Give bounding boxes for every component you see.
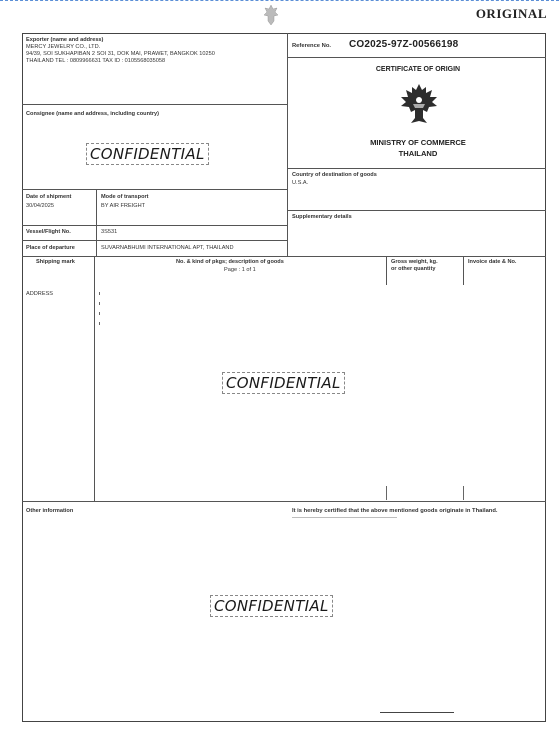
goods-redaction: CONFIDENTIAL [222, 372, 345, 394]
goods-text-mark [99, 322, 100, 325]
goods-col-divider-3 [463, 256, 464, 285]
goods-text-mark [99, 302, 100, 305]
departure-value: SUVARNABHUMI INTERNATIONAL APT, THAILAND [101, 245, 234, 251]
divider-shipment [22, 225, 287, 226]
goods-col-tick-3 [463, 486, 464, 500]
transport-label: Mode of transport [101, 194, 149, 200]
exporter-name: MERCY JEWELRY CO., LTD. [26, 44, 101, 50]
exporter-label: Exporter (name and address) [26, 37, 104, 43]
shipping-mark-value: ADDRESS [26, 291, 54, 297]
top-dashed-border [0, 0, 559, 1]
shipment-date-label: Date of shipment [26, 194, 72, 200]
ministry-line2: THAILAND [398, 149, 438, 158]
exporter-address-line2: THAILAND TEL : 0809966631 TAX ID : 0105568035058 [26, 58, 166, 64]
vessel-value: 3S531 [101, 229, 118, 235]
upper-column-divider [287, 33, 288, 256]
shipment-column-divider [96, 189, 97, 256]
divider-goods-bottom [22, 501, 546, 502]
col-header-invoice: Invoice date & No. [468, 259, 517, 265]
destination-label: Country of destination of goods [292, 172, 377, 178]
signature-line [380, 712, 454, 713]
transport-value: BY AIR FREIGHT [101, 203, 146, 209]
col-header-weight-line2: or other quantity [391, 266, 436, 272]
reference-label: Reference No. [292, 43, 331, 49]
goods-col-tick-2 [386, 486, 387, 500]
shipment-date-value: 30/04/2025 [26, 203, 54, 209]
original-label: ORIGINAL [475, 6, 547, 21]
consignee-redaction: CONFIDENTIAL [86, 143, 209, 165]
certification-text-underline [292, 517, 397, 518]
consignee-label: Consignee (name and address, including country) [26, 111, 160, 117]
col-header-weight-line1: Gross weight, kg. [391, 259, 438, 265]
divider-consignee [22, 189, 287, 190]
certification-statement: It is hereby certified that the above mentioned goods originate in Thailand. [292, 508, 498, 514]
goods-col-divider-1 [94, 256, 95, 501]
divider-departure [22, 256, 546, 257]
garuda-emblem-icon [399, 82, 439, 126]
supplementary-label: Supplementary details [292, 214, 352, 220]
divider-vessel [22, 240, 287, 241]
goods-text-mark [99, 292, 100, 295]
vessel-label: Vessel/Flight No. [26, 229, 71, 235]
goods-page-info: Page : 1 of 1 [224, 267, 256, 273]
exporter-address-line1: 94/39, SOI SUKHAPIBAN 2 SOI 31, DOK MAI, PRAWET, BANGKOK 10250 [26, 51, 215, 57]
col-header-shipping-mark: Shipping mark [36, 259, 75, 265]
departure-label: Place of departure [26, 245, 75, 251]
divider-exporter [22, 104, 287, 105]
reference-number: CO2025-97Z-00566198 [349, 39, 459, 50]
garuda-emblem-icon [263, 4, 279, 26]
destination-value: U.S.A. [292, 180, 309, 186]
goods-text-mark [99, 312, 100, 315]
col-header-description: No. & kind of pkgs; description of goods [176, 259, 284, 265]
other-info-label: Other information [26, 508, 74, 514]
divider-certificate [287, 168, 546, 169]
divider-destination [287, 210, 546, 211]
ministry-line1: MINISTRY OF COMMERCE [370, 138, 466, 147]
other-info-redaction: CONFIDENTIAL [210, 595, 333, 617]
certificate-title: CERTIFICATE OF ORIGIN [375, 66, 461, 73]
goods-col-divider-2 [386, 256, 387, 285]
divider-reference [287, 57, 546, 58]
